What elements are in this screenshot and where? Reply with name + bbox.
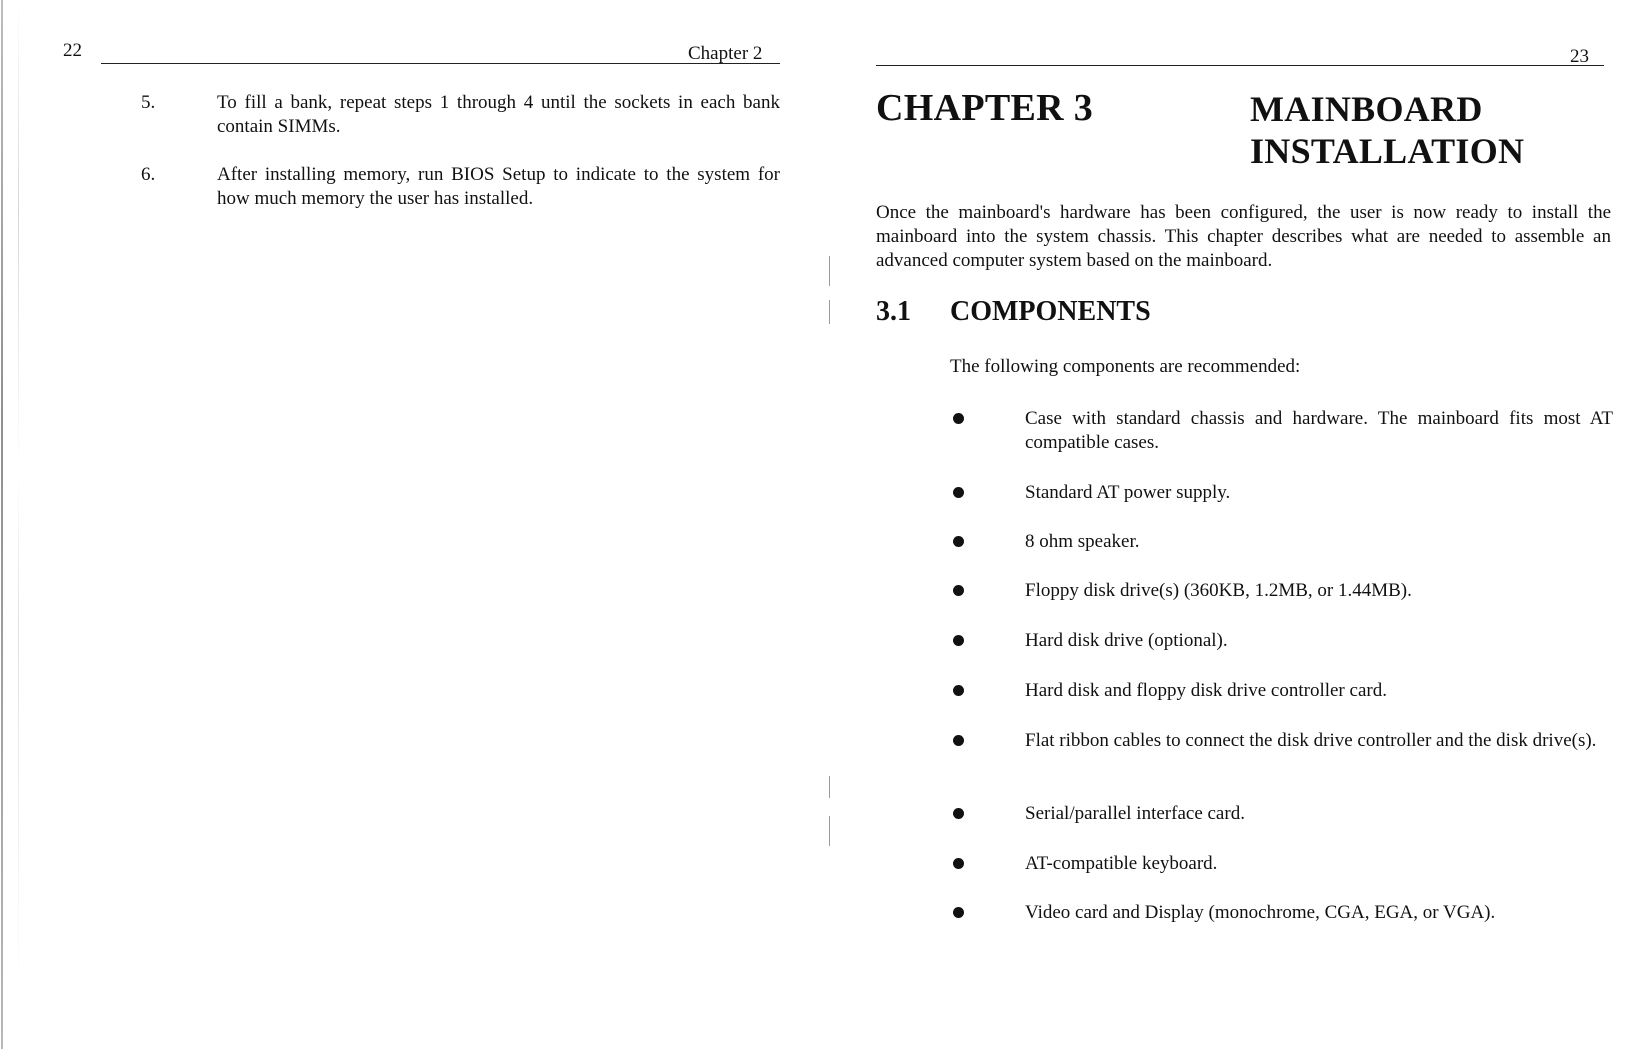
bullet-icon [953,858,964,869]
list-item-text: Flat ribbon cables to connect the disk drive controller and the disk drive(s). [1025,730,1597,751]
section-number: 3.1 [876,296,911,327]
chapter-label: CHAPTER 3 [876,87,1093,129]
bullet-icon [953,635,964,646]
list-item-text: Video card and Display (monochrome, CGA, EGA, or VGA). [1025,902,1496,923]
section-title: COMPONENTS [950,296,1151,327]
page-number-left: 22 [63,40,82,61]
right-page [820,0,1642,1049]
intro-paragraph: Once the mainboard's hardware has been configured, the user is now ready to install the mainboard into the system chassis. This chapter describes what are needed to assemble an advanced computer system based on the mainboard. [876,202,1611,271]
step-text: To fill a bank, repeat steps 1 through 4 until the sockets in each bank contain SIMMs. [217,92,780,137]
bullet-icon [953,536,964,547]
list-item-text: Standard AT power supply. [1025,482,1231,503]
bullet-icon [953,808,964,819]
header-rule-left [101,63,780,64]
list-item-text: Floppy disk drive(s) (360KB, 1.2MB, or 1.44MB). [1025,580,1412,601]
bullet-icon [953,685,964,696]
list-item-text: Serial/parallel interface card. [1025,803,1245,824]
list-item-text: Hard disk and floppy disk drive controller card. [1025,680,1387,701]
running-head: Chapter 2 [688,43,763,64]
page-number-right: 23 [1570,46,1589,67]
step-number: 5. [141,92,156,113]
bullet-icon [953,585,964,596]
left-page [0,0,820,1049]
bullet-icon [953,487,964,498]
section-lead: The following components are recommended: [950,356,1301,377]
list-item-text: AT-compatible keyboard. [1025,853,1218,874]
list-item-text: Case with standard chassis and hardware. The mainboard fits most AT compatible cases. [1025,408,1613,453]
step-text: After installing memory, run BIOS Setup to indicate to the system for how much memory the user has installed. [217,164,780,209]
list-item-text: Hard disk drive (optional). [1025,630,1228,651]
chapter-title-line: INSTALLATION [1250,131,1525,171]
chapter-title-line: MAINBOARD [1250,89,1483,129]
list-item-text: 8 ohm speaker. [1025,531,1140,552]
bullet-icon [953,413,964,424]
step-number: 6. [141,164,156,185]
chapter-title [1250,88,1630,172]
header-rule-right [876,65,1604,66]
bullet-icon [953,735,964,746]
bullet-icon [953,907,964,918]
